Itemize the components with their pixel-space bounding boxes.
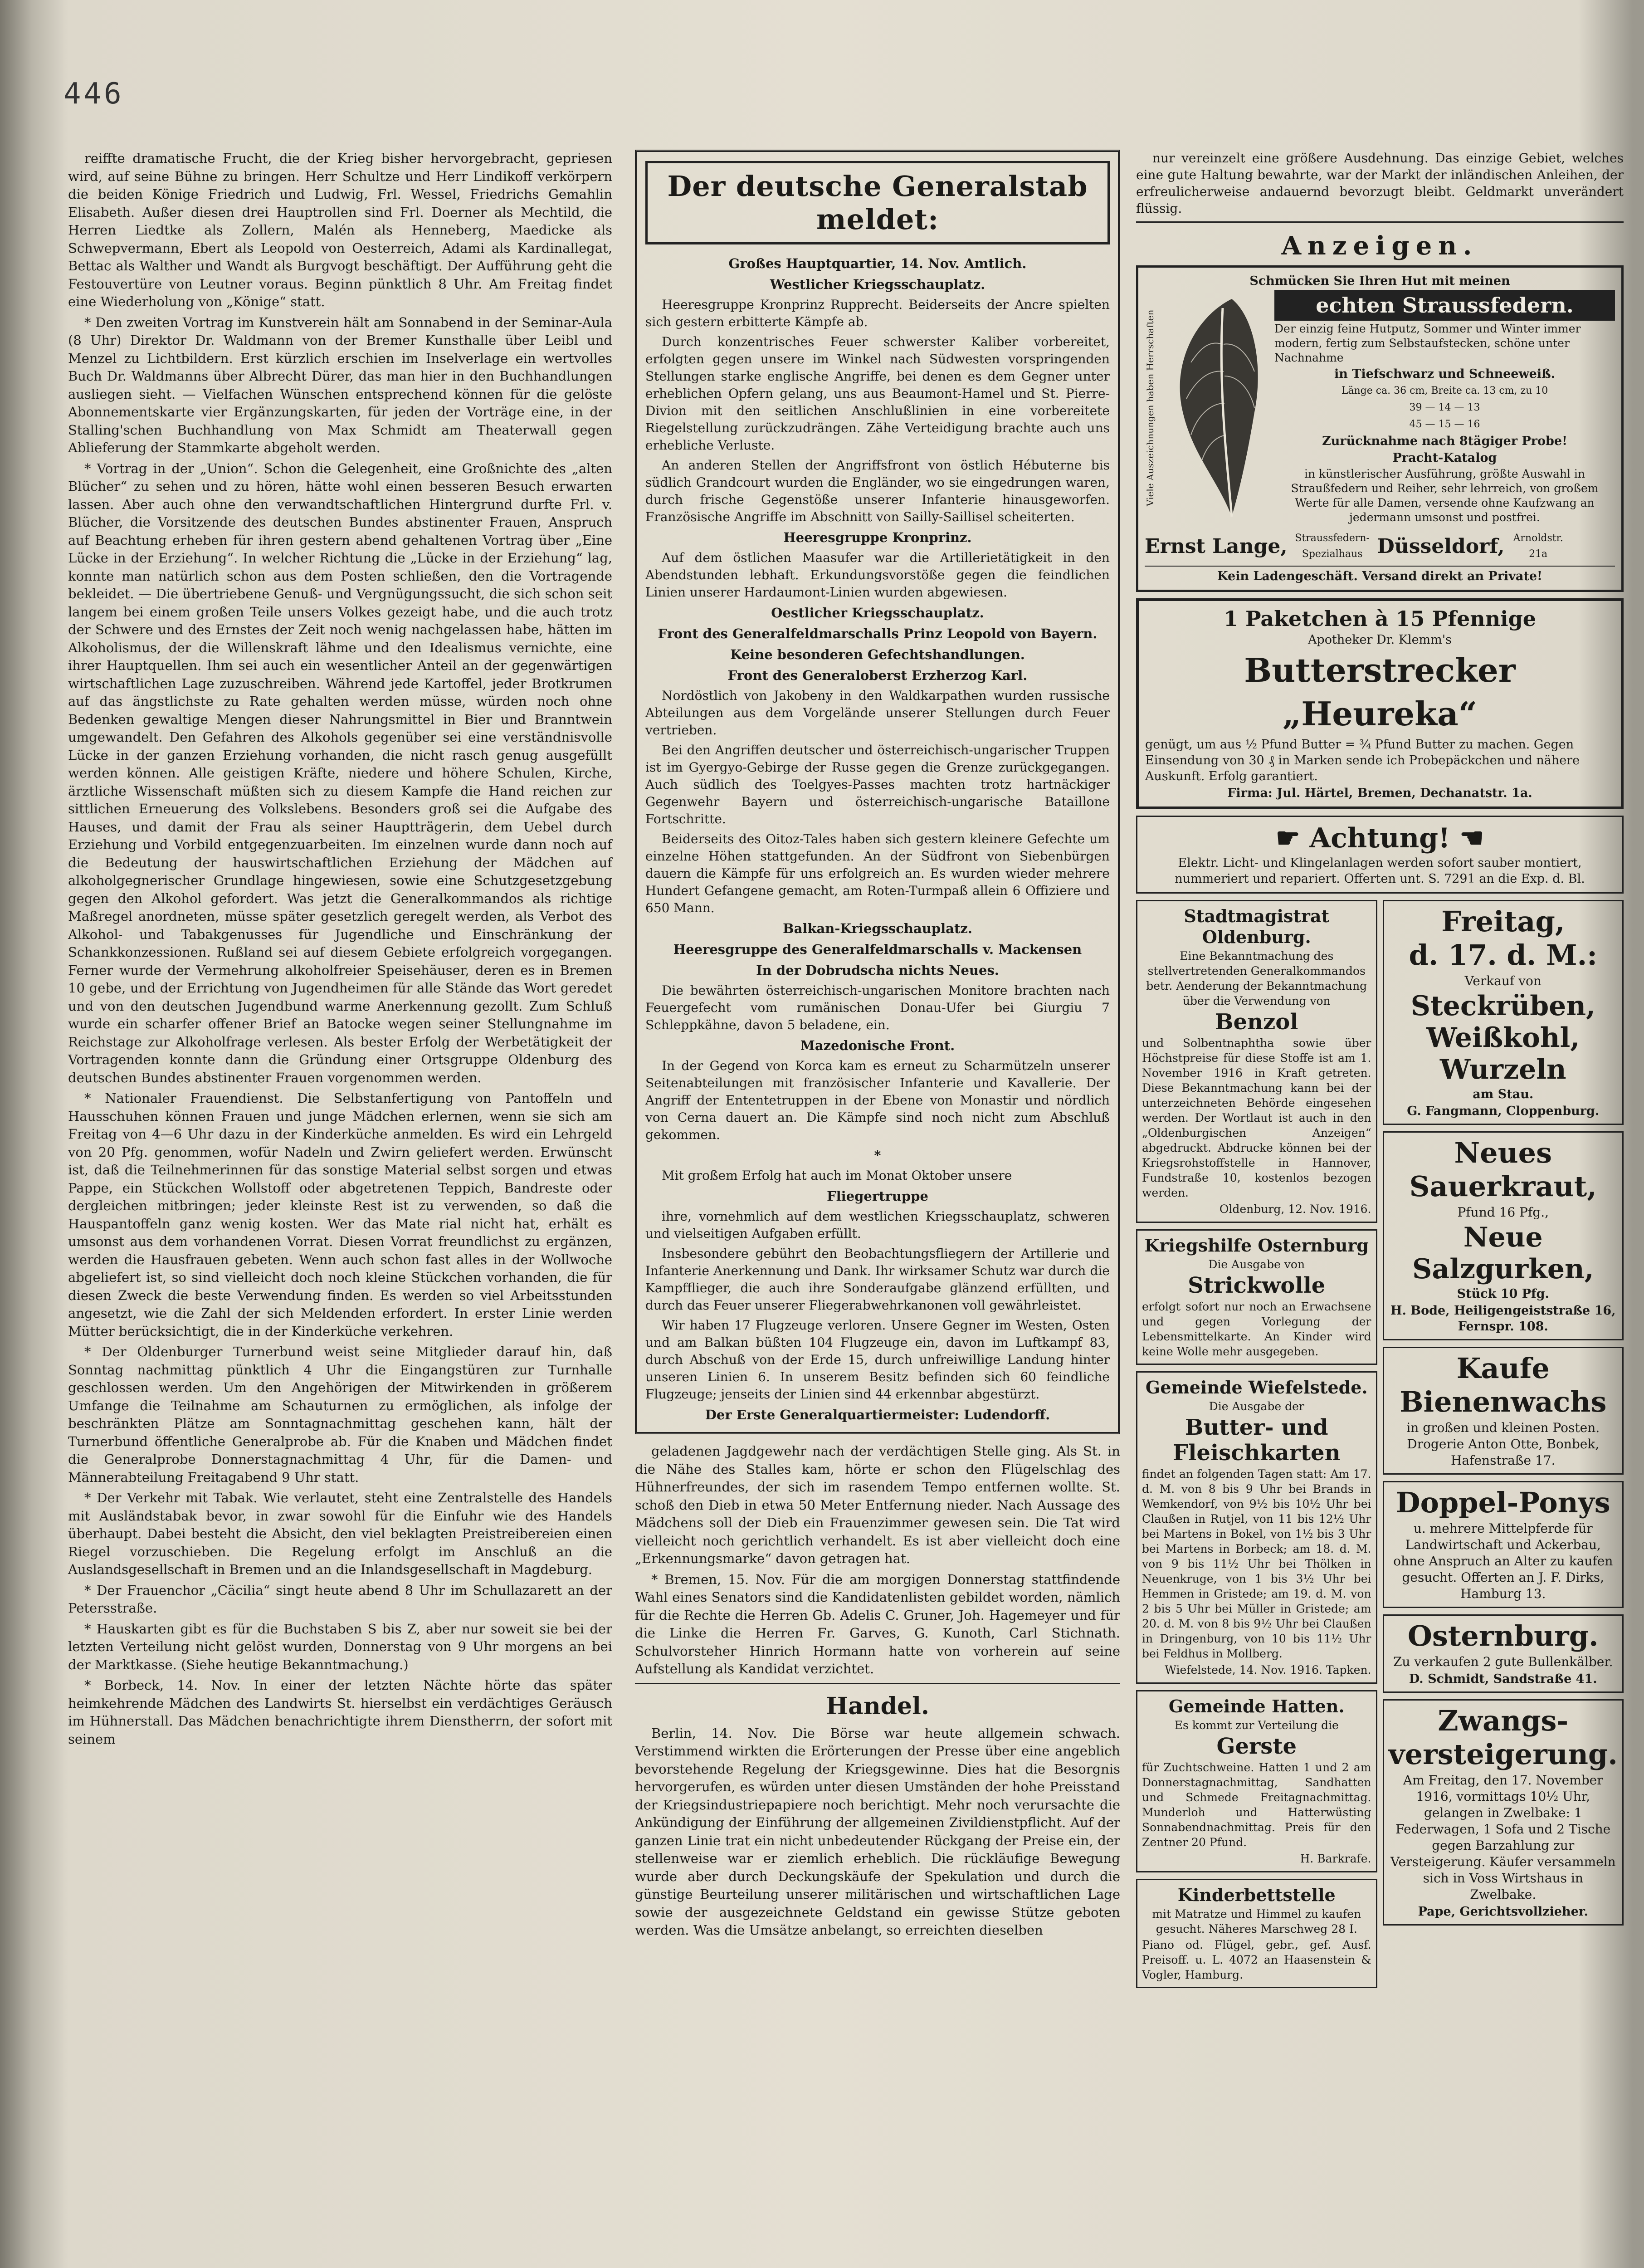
small-ad-right <box>1383 1614 1624 1693</box>
small-ad-headline: Strickwolle <box>1188 1273 1326 1298</box>
katalog-text: in künstlerischer Ausführung, größte Auswahl in Straußfedern und Reiher, sehr lehrreich, von großem Werte für alle Damen, versende ohne Kaufzwang an jedermann umsonst und postfrei. <box>1291 467 1599 524</box>
small-ad-text2: Piano od. Flügel, gebr., gef. Ausf. Preisoff. u. L. 4072 an Haasenstein & Vogler, Hamburg. <box>1142 1938 1371 1981</box>
small-ad-title: Neues Sauerkraut, <box>1409 1136 1597 1203</box>
small-ad-text: in großen und kleinen Posten. Drogerie Anton Otte, Bonbek, Hafenstraße 17. <box>1406 1420 1600 1468</box>
small-ad-right <box>1383 1481 1624 1608</box>
report-subheading: Heeresgruppe Kronprinz. <box>783 530 972 545</box>
handel-text: Berlin, 14. Nov. Die Börse war heute allgemein schwach. Verstimmend wirkten die Erörterungen der Presse über eine angeblich bevorstehende Regelung der Kriegsgewinne. Dies hat die Besorgnis hervorgerufen, es würden unter diesen Umständen der hohe Preisstand der Kriegsindustriepapiere noch berichtigt. Mehr noch verursachte die Ankündigung der Einführung der allgemeinen Zivildienstpflicht. Auf der ganzen Linie trat ein nicht unbedeutender Rückgang der Preise ein, der stellenweise war er ziemlich erheblich. Die rückläufige Bewegung wurde aber durch Deckungskäufe der Spekulation und durch die günstige Beurteilung unserer militärischen und wirtschaftlichen Lage sowie der ausgezeichnete Geldstand ein gewisse Stütze geboten werden. Was die Umsätze anbelangt, so erreichten dieselben <box>635 1725 1120 1938</box>
small-ad-title: Kriegshilfe Osternburg <box>1144 1235 1369 1256</box>
news-paragraph: * Hauskarten gibt es für die Buchstaben S bis Z, aber nur soweit sie bei der letzten Verteilung nicht gelöst wurden, Donnerstag von 9 Uhr morgens an bei der Marktkasse. (Siehe heutige Bekanntmachung.) <box>68 1621 612 1672</box>
butter-sub: Apotheker Dr. Klemm's <box>1307 633 1452 647</box>
report-paragraph: Insbesondere gebührt den Beobachtungsfliegern der Artillerie und Infanterie Anerkennung und Dank. Ihr wirksamer Schutz war durch die Kampfflieger, die auch ihre Sonderaufgabe glänzend erfüllten, und durch das Feuer unserer Fliegerabwehrkanonen voll gewährleistet. <box>645 1246 1110 1313</box>
small-ad-left <box>1136 1371 1377 1684</box>
report-paragraph: Beiderseits des Oitoz-Tales haben sich gestern kleinere Gefechte um einzelne Höhen stattgefunden. An der Südfront von Siebenbürgen dauern die Kämpfe für uns erfolgreich an. Es wurden wieder mehrere Hundert Gefangene gemacht, am Roten-Turmpaß allein 6 Offiziere und 650 Mann. <box>645 831 1110 915</box>
report-paragraph: Heeresgruppe Kronprinz Rupprecht. Beiderseits der Ancre spielten sich gestern erbitterte Kämpfe ab. <box>645 297 1110 329</box>
report-paragraph: Bei den Angriffen deutscher und österreichisch-ungarischer Truppen ist im Gyergyo-Gebirge der Russe gegen die Grenze zurückgegangen. Auch südlich des Toelgyes-Passes machten trotz hartnäckiger Gegenwehr Bayern und österreichisch-ungarische Bataillone Fortschritte. <box>645 743 1110 826</box>
small-ad-text: Eine Bekanntmachung des stellvertretenden Generalkommandos betr. Aenderung der Bekanntmachung über die Verwendung von <box>1146 949 1367 1007</box>
news-paragraph: * Nationaler Frauendienst. Die Selbstanfertigung von Pantoffeln und Hausschuhen können Frauen und junge Mädchen erlernen, wenn sie sich am Freitag von 4—6 Uhr dazu in der Kinderküche anmelden. Es wird ein Lehrgeld von 20 Pfg. genommen, wofür Nadeln und Zwirn geliefert werden. Erwünscht ist, daß die Teilnehmerinnen für das sonstige Material selbst sorgen und etwas Pappe, ein Stückchen Wollstoff oder abgetretenen Teppich, Bandreste oder dergleichen mitbringen; jeder kleinste Rest ist zu verwenden, so daß die Hauspantoffeln ganz wenig kosten. Wer das Mate rial nicht hat, erhält es umsonst aus dem vorhandenen Vorrat. Diesen Vorrat freundlichst zu ergänzen, werden die Hausfrauen gebeten. Wenn auch schon fast alles in der Wollwoche abgeliefert ist, so sind vielleicht doch noch kleine Stückchen vorhanden, die für diesen Zweck die beste Verwendung finden. Es werden so viel Arbeitsstunden angesetzt, wie die Zahl der sich Meldenden erfordert. In erster Linie werden Mütter berücksichtigt, die in der Kinderküche verkehren. <box>68 1090 612 1339</box>
column2-after-text <box>635 1442 1120 1678</box>
small-ad-left <box>1136 900 1377 1223</box>
straus-footer: Kein Ladengeschäft. Versand direkt an Private! <box>1145 566 1615 584</box>
small-ad-signature: Wiefelstede, 14. Nov. 1916. Tapken. <box>1165 1663 1371 1677</box>
achtung-text: Elektr. Licht- und Klingelanlagen werden sofort sauber montiert, nummeriert und repariert. Offerten unt. S. 7291 an die Exp. d. Bl. <box>1175 856 1585 886</box>
straus-text-block <box>1274 290 1615 526</box>
small-ad-headline: Butter- und Fleischkarten <box>1173 1415 1341 1466</box>
report-body <box>645 254 1110 1424</box>
handel-heading: Handel. <box>826 1692 929 1720</box>
small-ad-signature: G. Fangmann, Cloppenburg. <box>1407 1104 1600 1118</box>
small-ad-right <box>1383 900 1624 1125</box>
divider <box>1136 221 1624 223</box>
small-ad-text: Am Freitag, den 17. November 1916, vormittags 10½ Uhr, gelangen in Zwelbake: 1 Federwagen, 1 Sofa und 2 Tische gegen Barzahlung zur Versteigerung. Käufer versammeln sich in Voss Wirtshaus in Zwelbake. <box>1390 1773 1616 1902</box>
small-ad-title: Gemeinde Wiefelstede. <box>1145 1377 1368 1398</box>
small-ad-headline: Bienenwachs <box>1400 1385 1607 1418</box>
news-paragraph: * Der Verkehr mit Tabak. Wie verlautet, steht eine Zentralstelle des Handels mit Ausländstabak bevor, in zwar sowohl für die Einfuhr wie des Handels überhaupt. Dabei besteht die Absicht, den viel beklagten Preistreibereien einen Riegel vorzuschieben. Die Regelung erfolgt im Anschluß an die Auslandsgesellschaft in Bremen und an die Inlandsgesellschaft in Magdeburg. <box>68 1490 612 1577</box>
straus-firm-sub: Straussfedern-Spezialhaus <box>1295 533 1370 560</box>
pointing-hand-icon: ☚ <box>1450 822 1484 854</box>
straus-line2: Länge ca. 36 cm, Breite ca. 13 cm, zu 10 <box>1341 385 1548 396</box>
ad-straussfedern <box>1136 265 1624 592</box>
generalstab-report-box <box>635 150 1120 1434</box>
small-ads-right <box>1383 900 1624 1994</box>
straus-line1: in Tiefschwarz und Schneeweiß. <box>1334 367 1556 381</box>
ad-butterstrecker <box>1136 598 1624 809</box>
small-ads-grid <box>1136 900 1624 1994</box>
straus-firm-row <box>1145 529 1615 563</box>
small-ad-text: Verkauf von <box>1464 973 1542 988</box>
report-paragraph: Durch konzentrisches Feuer schwerster Kaliber vorbereitet, erfolgten gegen unsere im Winkel nach Südwesten vorspringenden Stellungen starke englische Angriffe, bei denen es dem Gegner unter erheblichen Opfern gelang, uns aus Beaumont-Hamel und St. Pierre-Divion mit den seitlichen Anschlußlinien in eine vorbereitete Riegelstellung zurückzudrängen. Zähe Verteidigung brachte auch uns erhebliche Verluste. <box>645 334 1110 453</box>
report-subheading: Heeresgruppe des Generalfeldmarschalls v. Mackensen <box>673 942 1082 957</box>
column-advertisements <box>1136 150 1624 1994</box>
small-ad-left <box>1136 1879 1377 1988</box>
report-subheading: Front des Generalfeldmarschalls Prinz Leopold von Bayern. <box>658 626 1098 641</box>
column-war-report <box>635 150 1120 1942</box>
generalstab-heading: Der deutsche Generalstab meldet: <box>645 161 1110 244</box>
small-ad-signature: Pape, Gerichtsvollzieher. <box>1418 1905 1588 1919</box>
ad-achtung <box>1136 816 1624 894</box>
achtung-title-text: Achtung! <box>1309 822 1450 854</box>
small-ad-text: mit Matratze und Himmel zu kaufen gesucht. Näheres Marschweg 28 I. <box>1152 1907 1361 1936</box>
report-subheading: Großes Hauptquartier, 14. Nov. Amtlich. <box>728 256 1027 271</box>
report-subheading: Der Erste Generalquartiermeister: Ludendorff. <box>705 1407 1050 1422</box>
small-ad-text2: für Zuchtschweine. Hatten 1 und 2 am Donnerstagnachmittag, Sandhatten und Schmede Freitagnachmittag. Munderloh und Hatterwüsting Sonnabendnachmittag. Preis für den Zentner 20 Pfund. <box>1142 1761 1371 1849</box>
small-ad-headline2: Steckrüben, Weißkohl, Wurzeln <box>1410 990 1595 1085</box>
straus-city: Düsseldorf, <box>1377 534 1505 558</box>
straus-body: Der einzig feine Hutputz, Sommer und Winter immer modern, fertig zum Selbstaufstecken, schöne unter Nachnahme <box>1274 322 1581 364</box>
report-subheading: Westlicher Kriegsschauplatz. <box>770 277 985 292</box>
small-ad-text: Die Ausgabe der <box>1209 1400 1304 1413</box>
report-subheading: Mazedonische Front. <box>800 1038 955 1053</box>
news-paragraph: * Den zweiten Vortrag im Kunstverein hält am Sonnabend in der Seminar-Aula (8 Uhr) Direktor Dr. Waldmann von der Bremer Kunsthalle über Leibl und Menzel zu Lichtbildern. Erst kürzlich erschien im Inselverlage ein wertvolles Buch Dr. Waldmanns über Albrecht Dürer, das man hier in den Buchhandlungen ausliegen sieht. — Vielfachen Wünschen entsprechend können für die gelöste Abonnementskarte vier Ergänzungskarten, für jeden der Vorträge eine, in der Stalling'schen Buchhandlung von Max Schmidt am Theaterwall gegen Ablieferung der Stammkarte abgeholt werden. <box>68 314 612 455</box>
small-ad-text: Pfund 16 Pfg., <box>1457 1205 1549 1220</box>
report-paragraph: In der Gegend von Korca kam es erneut zu Scharmützeln unserer Seitenabteilungen mit französischer Infanterie und Kavallerie. Der Angriff der Ententetruppen in der Ebene von Monastir und nördlich von Cerna dauert an. Die Kämpfe sind noch nicht zum Abschluß gekommen. <box>645 1058 1110 1142</box>
straus-firm: Ernst Lange, <box>1145 534 1288 558</box>
report-paragraph: An anderen Stellen der Angriffsfront von östlich Hébuterne bis südlich Grandcourt wurden die Engländer, wo sie eingedrungen waren, durch frische Gegenstöße unserer Infanterie hinausgeworfen. Französische Angriffe im Abschnitt von Sailly-Saillisel scheiterten. <box>645 458 1110 524</box>
report-subheading: Balkan-Kriegsschauplatz. <box>783 921 972 936</box>
pointing-hand-icon: ☛ <box>1275 822 1310 854</box>
small-ad-title: Freitag, <box>1441 905 1565 938</box>
small-ad-title: Doppel-Ponys <box>1395 1486 1610 1519</box>
small-ad-title: Zwangs- <box>1438 1704 1569 1737</box>
small-ad-text: Die Ausgabe von <box>1208 1258 1305 1271</box>
report-subheading: * <box>874 1148 881 1163</box>
report-subheading: Front des Generaloberst Erzherzog Karl. <box>727 668 1028 683</box>
news-paragraph: * Der Oldenburger Turnerbund weist seine Mitglieder darauf hin, daß Sonntag nachmittag pünktlich 4 Uhr die Eingangstüren zur Turnhalle geschlossen werden. Um den Angehörigen der Mitwirkenden in größerem Umfange die Teilnahme am Schauturnen zu ermöglichen, als infolge der beschränkten Plätze am Sonntagnachmittag geschehen kann, hält der Turnerbund öffentliche Generalprobe ab. Für die Knaben und Mädchen findet die Generalprobe Donnerstagnachmittag 4 Uhr, für die Damen- und Männerabteilung Freitagabend 9 Uhr statt. <box>68 1344 612 1485</box>
small-ad-text2: findet an folgenden Tagen statt: Am 17. d. M. von 8 bis 9 Uhr bei Brands in Wemkendorf, von 9½ bis 10½ Uhr bei Claußen in Rutjel, von 11 bis 12½ Uhr bei Martens in Bokel, von 1½ bis 3 Uhr bei Martens in Borbeck; am 18. d. M. von 9 bis 11½ Uhr bei Thölken in Neuenkruge, von 1 bis 3½ Uhr bei Hemmen in Gristede; am 19. d. M. von 2 bis 5 Uhr bei Müller in Gristede; am 20. d. M. von 8 bis 9½ Uhr bei Claußen in Dringenburg, von 10 bis 11½ Uhr bei Feldhus in Mollberg. <box>1142 1467 1371 1660</box>
achtung-title <box>1144 822 1616 854</box>
small-ad-right <box>1383 1347 1624 1475</box>
butter-text: genügt, um aus ½ Pfund Butter = ¾ Pfund Butter zu machen. Gegen Einsendung von 30 ₰ in Marken sende ich Probepäckchen und nähere Auskunft. Erfolg garantiert. <box>1145 738 1580 783</box>
small-ads-left <box>1136 900 1377 1994</box>
small-ad-text2: erfolgt sofort nur noch an Erwachsene und gegen Vorlegung der Lebensmittelkarte. An Kinder wird keine Wolle mehr ausgegeben. <box>1142 1300 1371 1358</box>
small-ad-signature: D. Schmidt, Sandstraße 41. <box>1409 1672 1597 1686</box>
small-ad-title: Stadtmagistrat Oldenburg. <box>1184 906 1330 947</box>
straus-title: echten Straussfedern. <box>1274 290 1615 321</box>
small-ad-signature: H. Bode, Heiligengeiststraße 16, Fernspr. 108. <box>1390 1304 1616 1334</box>
small-ad-text: Es kommt zur Verteilung die <box>1174 1719 1339 1732</box>
straus-line4: 45 — 15 — 16 <box>1409 419 1480 430</box>
small-ad-headline: versteigerung. <box>1388 1738 1618 1771</box>
column-local-news <box>68 150 612 1751</box>
straus-return: Zurücknahme nach 8tägiger Probe! <box>1322 434 1567 448</box>
small-ad-signature: Oldenburg, 12. Nov. 1916. <box>1219 1202 1371 1216</box>
market-text: nur vereinzelt eine größere Ausdehnung. Das einzige Gebiet, welches eine gute Haltung bewahrte, war der Markt der inländischen Anleihen, der erfreulicherweise andauernd bevorzugt bleibt. Geldmarkt unverändert flüssig. <box>1136 151 1624 216</box>
katalog-title: Pracht-Katalog <box>1392 451 1497 465</box>
small-ad-left <box>1136 1229 1377 1365</box>
small-ad-title: Kinderbettstelle <box>1177 1885 1336 1905</box>
small-ad-title: Gemeinde Hatten. <box>1168 1696 1345 1716</box>
small-ad-title: Osternburg. <box>1407 1619 1599 1652</box>
straus-tagline: Schmücken Sie Ihren Hut mit meinen <box>1249 274 1510 288</box>
small-ad-title: Kaufe <box>1456 1352 1550 1385</box>
news-paragraph: reiffte dramatische Frucht, die der Krieg bisher hervorgebracht, gepriesen wird, auf seine Bühne zu bringen. Herr Schultze und Herr Lindikoff verkörpern die beiden Könige Friedrich und Ludwig, Frl. Wessel, Friedrichs Gemahlin Elisabeth. Außer diesen drei Hauptrollen sind Frl. Doerner als Mechtild, die Herren Liedtke als Zollern, Malén als Henneberg, Maedicke als Schwepvermann, Ebert als Leopold von Oesterreich, Adami als Kardinallegat, Bettac als Walther und Wandt als Burgvogt beschäftigt. Der Aufführung geht die Festouvertüre von Leutner voraus. Beginn pünktlich 8 Uhr. Am Freitag findet eine Wiederholung von „Könige“ statt. <box>68 151 612 309</box>
small-ad-text: u. mehrere Mittelpferde für Landwirtschaft und Ackerbau, ohne Anspruch an Alter zu kaufen gesucht. Offerten an J. F. Dirks, Hamburg 13. <box>1393 1521 1613 1601</box>
report-paragraph: Auf dem östlichen Maasufer war die Artillerietätigkeit in den Abendstunden lebhaft. Erkundungsvorstöße gegen die feindlichen Linien unserer Hardaumont-Linien wurden abgewiesen. <box>645 550 1110 600</box>
report-subheading: In der Dobrudscha nichts Neues. <box>756 963 999 978</box>
small-ad-headline: Gerste <box>1216 1734 1297 1759</box>
report-subheading: Keine besonderen Gefechtshandlungen. <box>730 647 1025 662</box>
small-ad-right <box>1383 1131 1624 1340</box>
report-paragraph: ihre, vornehmlich auf dem westlichen Kriegsschauplatz, schweren und vielseitigen Aufgaben erfüllt. <box>645 1209 1110 1241</box>
small-ad-signature: H. Barkrafe. <box>1300 1852 1371 1865</box>
report-subheading: Oestlicher Kriegsschauplatz. <box>771 605 984 621</box>
news-paragraph: geladenen Jagdgewehr nach der verdächtigen Stelle ging. Als St. in die Nähe des Stalles kam, hörte er schon den Flügelschlag des Hühnerfreundes, der sich im rasendem Tempo entfernen wollte. St. schoß den Dieb in etwa 50 Meter Entfernung nieder. Nach Aussage des Mädchens soll der Dieb ein Frauenzimmer gewesen sein. Die Tat wird vielleicht noch gerichtlich verhandelt. Es ist aber vielleicht doch eine „Erkennungsmarke“ davon getragen hat. <box>635 1443 1120 1566</box>
divider <box>635 1683 1120 1684</box>
small-ad-headline: d. 17. d. M.: <box>1409 938 1598 972</box>
ostrich-feather-illustration <box>1164 290 1268 526</box>
small-ad-text2: Stück 10 Pfg. <box>1457 1287 1549 1301</box>
news-paragraph: * Der Frauenchor „Cäcilia“ singt heute abend 8 Uhr im Schullazarett an der Petersstraße. <box>68 1582 612 1616</box>
report-paragraph: Die bewährten österreichisch-ungarischen Monitore brachten nach Feuergefecht vom rumänischen Donau-Ufer bei Giurgiu 7 Schleppkähne, davon 5 beladene, ein. <box>645 983 1110 1032</box>
anzeigen-heading: Anzeigen. <box>1281 231 1478 261</box>
news-paragraph: * Bremen, 15. Nov. Für die am morgigen Donnerstag stattfindende Wahl eines Senators sind die Kandidatenlisten gebildet worden, nämlich für die Rechte die Herren Gb. Adelis C. Gruner, Joh. Hagemeyer und für die Linke die Herren Fr. Garves, G. Kunoth, Carl Stichnath. Schulvorsteher Hinrich Hormann hatte von vorherein auf seine Aufstellung als Kandidat verzichtet. <box>635 1571 1120 1677</box>
small-ad-text2: am Stau. <box>1473 1087 1534 1101</box>
report-paragraph: Nordöstlich von Jakobeny in den Waldkarpathen wurden russische Abteilungen aus dem Vorgelände unserer Stellungen durch Feuer vertrieben. <box>645 688 1110 738</box>
straus-street: Arnoldstr. 21a <box>1513 533 1563 560</box>
small-ad-left <box>1136 1690 1377 1872</box>
small-ad-headline2: Neue Salzgurken, <box>1412 1222 1594 1285</box>
report-paragraph: Mit großem Erfolg hat auch im Monat Oktober unsere <box>662 1168 1012 1183</box>
small-ad-headline: Benzol <box>1215 1009 1298 1035</box>
small-ad-text2: und Solbentnaphtha sowie über Höchstpreise für diese Stoffe ist am 1. November 1916 in Kraft getreten. Diese Bekanntmachung kann bei der unterzeichneten Behörde eingesehen werden. Der Wortlaut ist auch in den „Oldenburgischen Anzeigen“ abgedruckt. Abdrucke können bei der Kriegsrohstoffstelle in Hannover, Fundstraße 10, kostenlos bezogen werden. <box>1142 1036 1371 1199</box>
news-paragraph: * Borbeck, 14. Nov. In einer der letzten Nächte hörte das später heimkehrende Mädchen des Landwirts St. hierselbst ein verdächtiges Geräusch im Hühnerstall. Das Mädchen benachrichtigte ihrem Dienstherrn, der sofort mit seinem <box>68 1677 612 1747</box>
straus-side-text: Viele Auszeichnungen haben Herrschaften <box>1145 309 1156 506</box>
report-subheading: Fliegertruppe <box>827 1188 928 1204</box>
news-paragraph: * Vortrag in der „Union“. Schon die Gelegenheit, eine Großnichte des „alten Blücher“ zu sehen und zu hören, hätte wohl einen besseren Besuch erwarten lassen. Aber auch ohne den verwandtschaftlichen Hintergrund durfte Frl. v. Blücher, die Vorsitzende des deutschen Bundes abstinenter Frauen, Anspruch auf Beachtung erheben für ihren gestern abend gehaltenen Vortrag über „Eine Lücke in der Erziehung“. In welcher Richtung die „Lücke in der Erziehung“ lag, konnte man natürlich schon aus dem Posten schließen, den die Vortragende bekleidet. — Die übertriebene Genuß- und Vergnügungssucht, die sich schon seit langem bei einem großen Teile unsers Volkes gezeigt habe, und die auch trotz der Schwere und des Ernstes der Zeit noch wenig nachgelassen habe, hätten im Alkoholismus, der die Willenskraft lähme und den Idealismus vernichte, eine ihrer Hauptquellen. Ihm sei auch ein wesentlicher Anteil an der gegenwärtigen wirtschaftlichen Lage zuzuschreiben. Während jede Kartoffel, jeder Brotkrumen auf das ängstlichste zu Rate gehalten werden müsse, würden noch ohne Bedenken gewaltige Mengen dieser Nahrungsmittel in Bier und Branntwein umgewandelt. Den Gefahren des Alkohols gegenüber sei eine verständnisvolle Lücke in der ganzen Erziehung vorhanden, die nicht rasch genug ausgefüllt werden können. Alle geistigen Kräfte, niedere und höhere Schulen, Kirche, ärztliche Wissenschaft müßten sich zu diesem Kampfe die Hand reichen zur sittlichen Erneuerung des Volkslebens. Besonders groß sei die Aufgabe des Hauses, und damit der Frau als seiner Hauptträgerin, dem Uebel durch Erziehung und Vorbild entgegenzuarbeiten. Im einzelnen wurde dann noch auf die Bedeutung der hauswirtschaftlichen Erziehung der Mädchen auf alkoholgegnerischer Grundlage hingewiesen, sowie eine Schutzgesetzgebung gegen den Alkohol gefordert. Was jetzt die Generalkommandos als richtige Maßregel anordneten, müsse später gesetzlich geregelt werden, als Verbot des Alkohol- und Tabakgenusses für Jugendliche und Einschränkung der Schankkonzessionen. Rußland sei auf diesem Gebiete erfolgreich vorgegangen. Ferner wurde der Vermehrung alkoholfreier Speisehäuser, deren es in Bremen 10 gebe, und der Errichtung von Jugendheimen für alle Stände das Wort geredet und von den deutschen Jugendbund warme Anerkennung gezollt. Zum Schluß wurde ein scharfer offener Brief an Batocke wegen seiner Stellungnahme im Reichstage zur Alkoholfrage verlesen. Als bester Erfolg der Werbetätigkeit der Vortragenden konnte dann die Gründung einer Ortsgruppe Oldenburg des deutschen Bundes abstinenter Frauen vorgenommen werden. <box>68 460 612 1085</box>
small-ad-right <box>1383 1699 1624 1926</box>
straus-line3: 39 — 14 — 13 <box>1409 402 1480 413</box>
butter-title: Butterstrecker „Heureka“ <box>1244 651 1516 733</box>
report-paragraph: Wir haben 17 Flugzeuge verloren. Unsere Gegner im Westen, Osten und am Balkan büßten 104 Flugzeuge ein, davon im Luftkampf 83, durch Abschuß von der Erde 15, durch unfreiwillige Landung hinter unseren Linien 6. In unserem Besitz befinden sich 60 feindliche Flugzeuge; jenseits der Linien sind 44 erkennbar abgestürzt. <box>645 1318 1110 1402</box>
straus-row <box>1145 290 1615 526</box>
butter-firm: Firma: Jul. Härtel, Bremen, Dechanatstr. 1a. <box>1227 786 1532 800</box>
small-ad-text: Zu verkaufen 2 gute Bullenkälber. <box>1393 1654 1613 1669</box>
page-number: 446 <box>63 77 124 111</box>
butter-top: 1 Paketchen à 15 Pfennige <box>1223 606 1537 631</box>
